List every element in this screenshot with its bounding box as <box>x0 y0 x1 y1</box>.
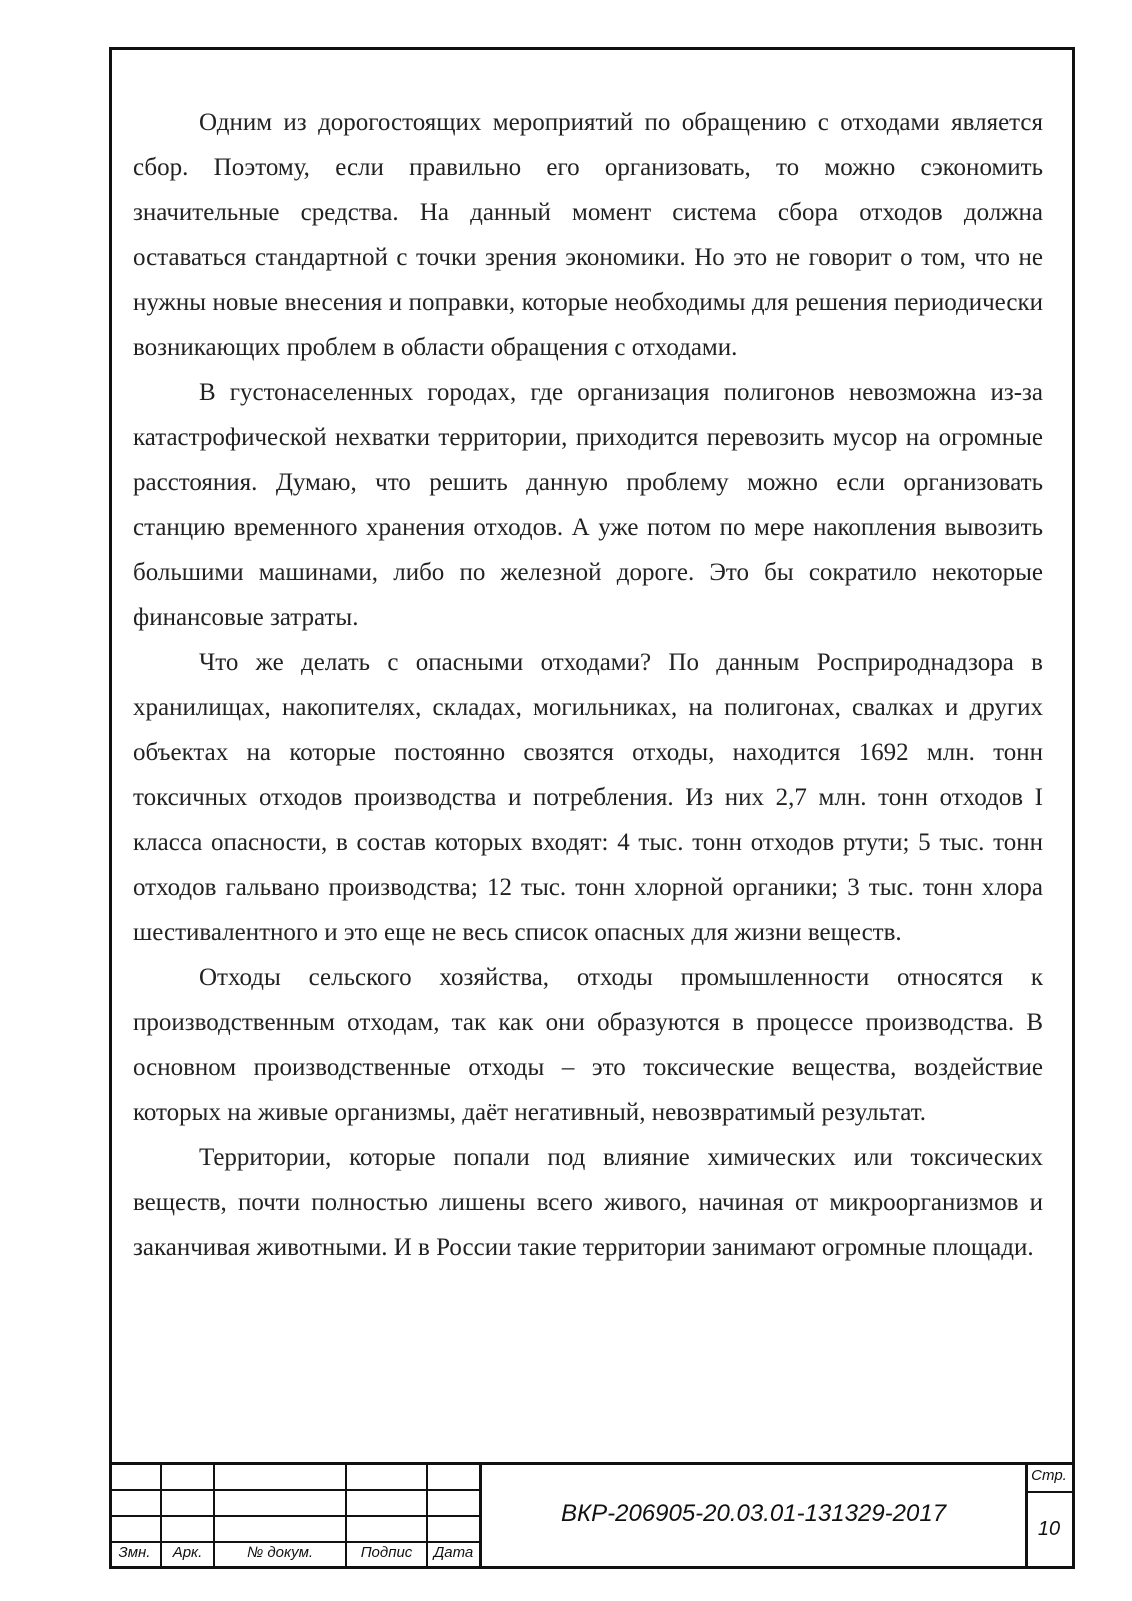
stamp-label-date: Дата <box>433 1544 474 1561</box>
stamp-label-doc-number: № докум. <box>246 1544 314 1561</box>
page-number: 10 <box>1037 1517 1061 1540</box>
stamp-label-signature: Подпис <box>360 1544 413 1561</box>
paragraph: Отходы сельского хозяйства, отходы промышленности относятся к производственным отходам, так как они образуются в процессе производства. В основном производственные отходы – это токсические вещества, воздействие которых на живые организмы, даёт негативный, невозвратимый результат. <box>133 964 1043 1126</box>
paragraph: В густонаселенных городах, где организация полигонов невозможна из-за катастрофической нехватки территории, приходится перевозить мусор на огромные расстояния. Думаю, что решить данную проблему можно если организовать станцию временного хранения отходов. А уже потом по мере накопления вывозить большими машинами, либо по железной дороге. Это бы сократило некоторые финансовые затраты. <box>133 379 1043 631</box>
title-block-stamp <box>109 1462 1075 1569</box>
page-label: Стр. <box>1031 1467 1067 1484</box>
paragraph: Что же делать с опасными отходами? По данным Росприроднадзора в хранилищах, накопителях, складах, могильниках, на полигонах, свалках и других объектах на которые постоянно свозятся отходы, находится 1692 млн. тонн токсичных отходов производства и потребления. Из них 2,7 млн. тонн отходов I класса опасности, в состав которых входят: 4 тыс. тонн отходов ртути; 5 тыс. тонн отходов гальвано производства; 12 тыс. тонн хлорной органики; 3 тыс. тонн хлора шестивалентного и это еще не весь список опасных для жизни веществ. <box>133 649 1043 946</box>
paragraph: Территории, которые попали под влияние химических или токсических веществ, почти полностью лишены всего живого, начиная от микроорганизмов и заканчивая животными. И в России такие территории занимают огромные площади. <box>133 1144 1043 1261</box>
stamp-label-change: Змн. <box>118 1544 151 1561</box>
paragraph: Одним из дорогостоящих мероприятий по обращению с отходами является сбор. Поэтому, если правильно его организовать, то можно сэкономить значительные средства. На данный момент система сбора отходов должна оставаться стандартной с точки зрения экономики. Но это не говорит о том, что не нужны новые внесения и поправки, которые необходимы для решения периодически возникающих проблем в области обращения с отходами. <box>133 109 1043 361</box>
stamp-label-sheet: Арк. <box>172 1544 203 1561</box>
document-code: ВКР-206905-20.03.01-131329-2017 <box>560 1500 947 1527</box>
document-body <box>133 100 1043 1270</box>
